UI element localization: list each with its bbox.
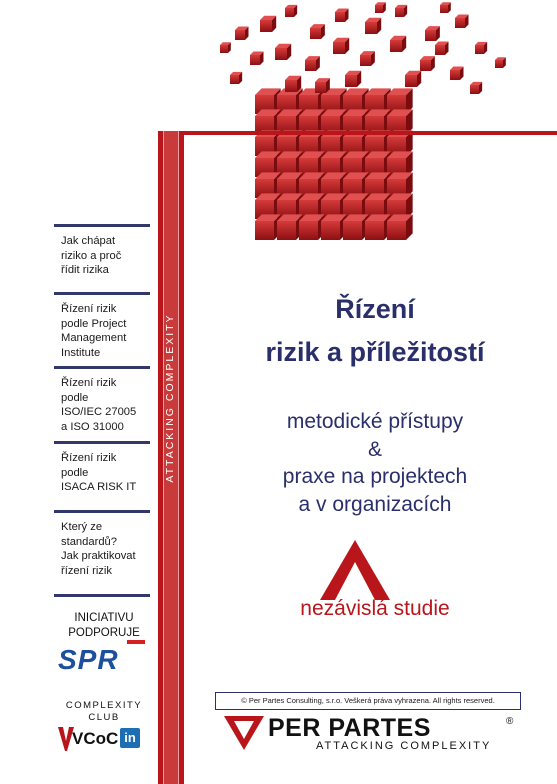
cube-illustration [215,0,515,250]
club-line-2: CLUB [88,712,120,723]
subtitle-line-1: metodické přístupy [286,410,464,433]
header-rule [184,131,557,135]
registered-mark: ® [506,716,514,727]
copyright-notice: © Per Partes Consulting, s.r.o. Veškerá práva vyhrazena. All rights reserved. [215,692,521,710]
title-line-2: rizik a příležitostí [265,337,485,367]
study-label: nezávislá studie [300,597,450,620]
toc-item-label: Který ze standardů? Jak praktikovat řízení rizik [61,521,136,577]
vcoc-logo[interactable]: VCoC [72,729,119,748]
per-partes-tagline: ATTACKING COMPLEXITY [316,740,492,752]
subtitle-line-3: praxe na projektech [282,465,468,488]
toc-item-label: Řízení rizik podle Project Management Institute [61,303,127,359]
per-partes-a-mark [320,540,390,600]
subtitle-line-2: & [367,438,382,461]
toc-item-label: Řízení rizik podle ISO/IEC 27005 a ISO 31000 [61,377,137,433]
spr-accent-icon [125,640,147,650]
subtitle-line-4: a v organizacích [298,493,452,516]
title-line-1: Řízení [335,294,415,324]
spr-logo[interactable]: SPR [58,644,119,675]
strip-tagline: ATTACKING COMPLEXITY [164,313,176,483]
linkedin-icon[interactable]: in [120,728,140,748]
supporters-line-1: INICIATIVU [74,612,134,624]
per-partes-v-icon [224,714,264,750]
supporters-line-2: PODPORUJE [68,627,140,639]
toc-item-label: Jak chápat riziko a proč řídit rizika [61,235,122,276]
per-partes-logo: PER PARTES [268,714,431,742]
toc-item-label: Řízení rizik podle ISACA RISK IT [61,452,137,493]
club-line-1: COMPLEXITY [65,700,143,711]
